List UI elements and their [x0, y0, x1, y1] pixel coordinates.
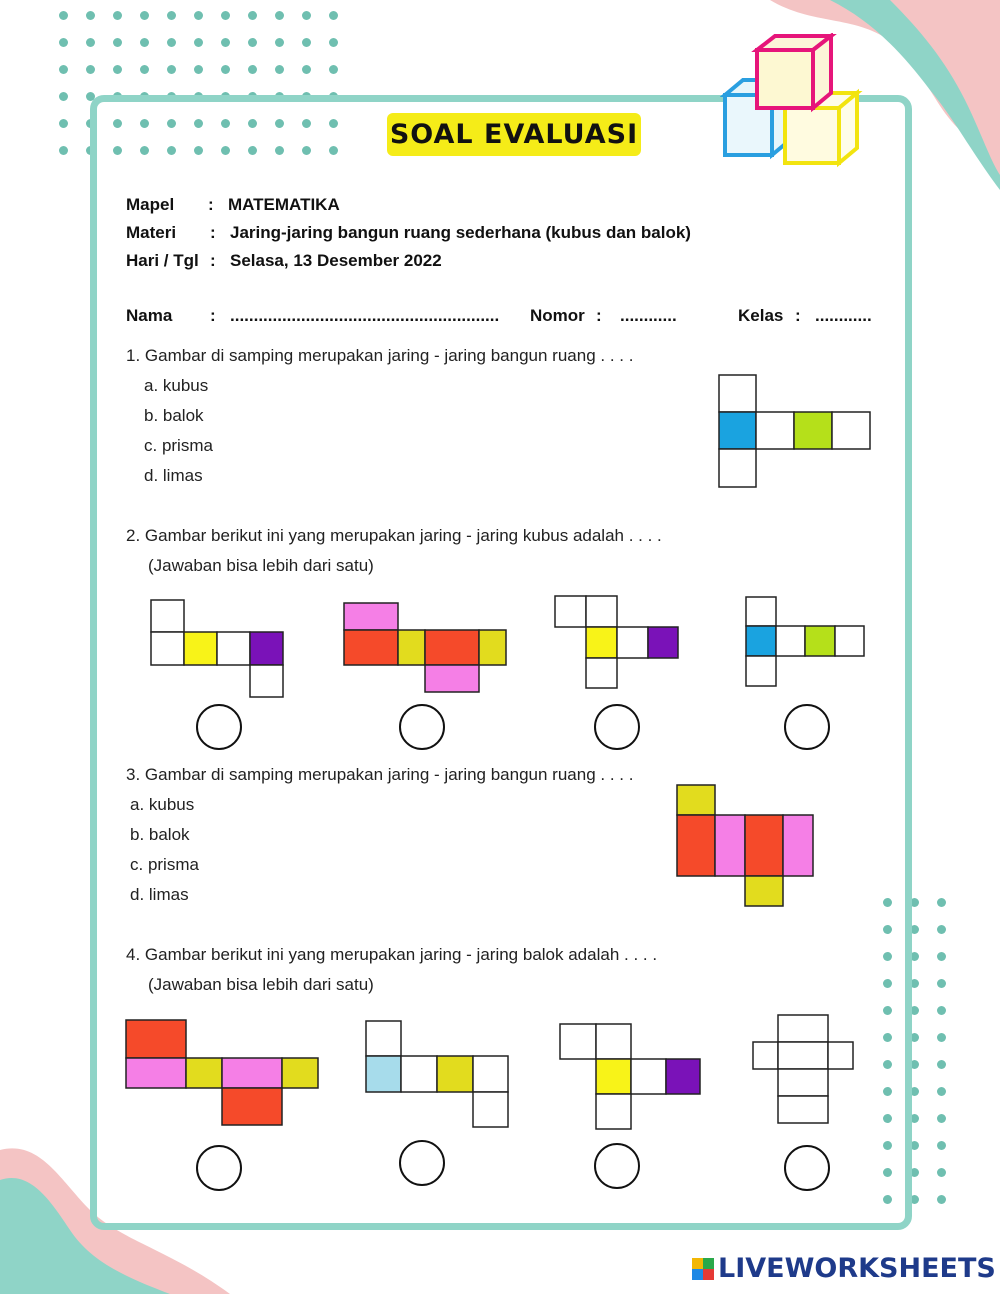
decorative-dot	[140, 38, 149, 47]
hari-colon: :	[210, 251, 216, 270]
mapel-value: MATEMATIKA	[228, 195, 340, 214]
decorative-dot	[221, 65, 230, 74]
liveworksheets-logo-icon	[692, 1258, 714, 1280]
decorative-dot	[113, 11, 122, 20]
mapel-colon: :	[208, 195, 214, 214]
q4-net-option-1	[126, 1020, 318, 1125]
q2-answer-circle-4[interactable]	[784, 704, 830, 750]
question-4-text: 4. Gambar berikut ini yang merupakan jaring - jaring balok adalah . . . .	[126, 945, 658, 964]
q3-option-d[interactable]: d. limas	[130, 885, 189, 904]
q4-answer-circle-4[interactable]	[784, 1145, 830, 1191]
decorative-dot	[302, 38, 311, 47]
stacked-cubes-decoration	[720, 33, 865, 168]
nama-field[interactable]: .........................................................	[230, 306, 500, 325]
question-1-text: 1. Gambar di samping merupakan jaring - jaring bangun ruang . . . .	[126, 346, 634, 365]
hari-value: Selasa, 13 Desember 2022	[230, 251, 442, 270]
decorative-dot	[113, 38, 122, 47]
decorative-dot	[937, 979, 946, 988]
q1-option-c[interactable]: c. prisma	[144, 436, 213, 455]
q4-net-option-2	[366, 1021, 509, 1128]
q4-answer-circle-2[interactable]	[399, 1140, 445, 1186]
decorative-dot	[59, 11, 68, 20]
decorative-dot	[194, 11, 203, 20]
decorative-dot	[937, 898, 946, 907]
q3-option-a[interactable]: a. kubus	[130, 795, 195, 814]
decorative-dot	[329, 38, 338, 47]
decorative-dot	[275, 11, 284, 20]
hari-label: Hari / Tgl	[126, 251, 199, 270]
decorative-dot	[113, 65, 122, 74]
decorative-dot	[140, 11, 149, 20]
materi-colon: :	[210, 223, 216, 242]
decorative-dot	[937, 1033, 946, 1042]
q3-option-b[interactable]: b. balok	[130, 825, 190, 844]
q2-answer-circle-3[interactable]	[594, 704, 640, 750]
decorative-dot	[248, 65, 257, 74]
kelas-field[interactable]: ............	[815, 306, 872, 325]
q2-answer-circle-2[interactable]	[399, 704, 445, 750]
decorative-dot	[937, 1006, 946, 1015]
nama-label: Nama	[126, 306, 173, 325]
decorative-dot	[937, 1087, 946, 1096]
decorative-dot	[59, 38, 68, 47]
decorative-dot	[59, 65, 68, 74]
question-2-note: (Jawaban bisa lebih dari satu)	[148, 556, 374, 575]
q2-net-option-4	[746, 597, 865, 687]
decorative-dot	[86, 38, 95, 47]
decorative-dot	[59, 92, 68, 101]
q1-option-b[interactable]: b. balok	[144, 406, 204, 425]
q4-net-option-3	[560, 1024, 701, 1130]
decorative-dot	[937, 925, 946, 934]
q2-answer-circle-1[interactable]	[196, 704, 242, 750]
q1-cube-net-figure	[719, 375, 871, 488]
q2-net-option-2	[344, 603, 506, 692]
q1-option-d[interactable]: d. limas	[144, 466, 203, 485]
q3-cuboid-net-figure	[677, 785, 813, 906]
materi-value: Jaring-jaring bangun ruang sederhana (kubus dan balok)	[230, 223, 691, 242]
decorative-dot	[937, 1114, 946, 1123]
decorative-dot	[248, 38, 257, 47]
decorative-dot	[86, 65, 95, 74]
decorative-dot	[302, 11, 311, 20]
decorative-dot	[194, 65, 203, 74]
decorative-dot	[302, 65, 311, 74]
nomor-colon: :	[596, 306, 602, 325]
nomor-field[interactable]: ............	[620, 306, 677, 325]
decorative-dot	[937, 1195, 946, 1204]
decorative-dot	[275, 38, 284, 47]
decorative-dot	[221, 38, 230, 47]
decorative-dot	[167, 38, 176, 47]
q4-answer-circle-1[interactable]	[196, 1145, 242, 1191]
materi-label: Materi	[126, 223, 177, 242]
question-2-text: 2. Gambar berikut ini yang merupakan jaring - jaring kubus adalah . . . .	[126, 526, 662, 545]
q4-net-option-4	[753, 1015, 854, 1124]
kelas-label: Kelas	[738, 306, 784, 325]
mapel-label: Mapel	[126, 195, 175, 214]
nomor-label: Nomor	[530, 306, 585, 325]
decorative-dot	[86, 11, 95, 20]
decorative-dot	[248, 11, 257, 20]
decorative-dot	[275, 65, 284, 74]
decorative-dot	[167, 11, 176, 20]
decorative-dot	[59, 146, 68, 155]
decorative-dot	[59, 119, 68, 128]
decorative-dot	[329, 11, 338, 20]
q4-answer-circle-3[interactable]	[594, 1143, 640, 1189]
decorative-dot	[329, 65, 338, 74]
decorative-dot	[167, 65, 176, 74]
q2-net-option-3	[555, 596, 679, 689]
q2-net-option-1	[151, 600, 284, 698]
decorative-dot	[937, 1141, 946, 1150]
question-3-text: 3. Gambar di samping merupakan jaring - jaring bangun ruang . . . .	[126, 765, 634, 784]
q1-option-a[interactable]: a. kubus	[144, 376, 209, 395]
decorative-dot	[221, 11, 230, 20]
question-4-note: (Jawaban bisa lebih dari satu)	[148, 975, 374, 994]
nama-colon: :	[210, 306, 216, 325]
decorative-dot	[937, 1168, 946, 1177]
page-title: SOAL EVALUASI	[389, 119, 639, 150]
decorative-dot	[140, 65, 149, 74]
decorative-dot	[937, 952, 946, 961]
q3-option-c[interactable]: c. prisma	[130, 855, 199, 874]
kelas-colon: :	[795, 306, 801, 325]
decorative-dot	[937, 1060, 946, 1069]
decorative-dot	[194, 38, 203, 47]
liveworksheets-brand: LIVEWORKSHEETS	[718, 1253, 996, 1284]
